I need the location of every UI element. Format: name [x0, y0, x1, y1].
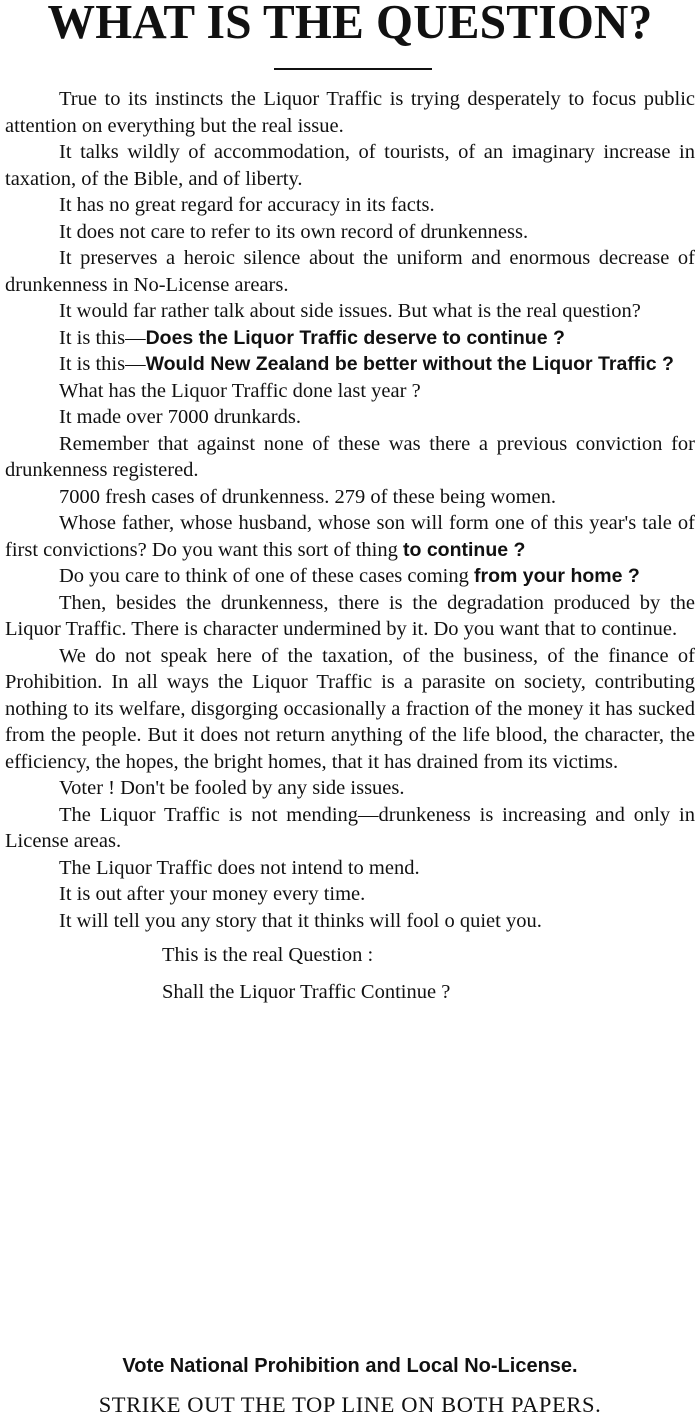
headline-rule: [274, 68, 432, 70]
strike-instruction: STRIKE OUT THE TOP LINE ON BOTH PAPERS.: [98, 1392, 602, 1417]
paragraph: The Liquor Traffic is not mending—drunkeness is increasing and only in License areas.: [5, 803, 695, 852]
paragraph: It would far rather talk about side issues. But what is the real question?: [59, 300, 641, 322]
bold-phrase: from your home ?: [474, 565, 640, 587]
paragraph: Voter ! Don't be fooled by any side issues.: [59, 777, 405, 799]
paragraph: It is out after your money every time.: [59, 883, 366, 905]
paragraph: It preserves a heroic silence about the uniform and enormous decrease of drunkenness in No-License arears.: [5, 247, 695, 296]
paragraph: It does not care to refer to its own record of drunkenness.: [59, 220, 529, 243]
paragraph: It will tell you any story that it thinks will fool o quiet you.: [59, 909, 542, 932]
paragraph: Then, besides the drunkenness, there is the degradation produced by the Liquor Traffic. There is character undermined by it. Do you want that to continue.: [5, 591, 695, 640]
article-headline: WHAT IS THE QUESTION?: [47, 0, 653, 49]
paragraph: 7000 fresh cases of drunkenness. 279 of these being women.: [59, 485, 557, 508]
paragraph: Do you care to think of one of these cases coming from your home ?: [59, 565, 640, 587]
continue-question-line: Shall the Liquor Traffic Continue ?: [162, 980, 451, 1003]
paragraph: It made over 7000 drunkards.: [59, 406, 301, 428]
vote-slogan: Vote National Prohibition and Local No-License.: [122, 1355, 578, 1377]
paragraph: True to its instincts the Liquor Traffic is trying desperately to focus public attention on everything but the real issue.: [5, 88, 695, 137]
paragraph: The Liquor Traffic does not intend to mend.: [59, 856, 420, 879]
article-body: [5, 86, 695, 1005]
paragraph: It talks wildly of accommodation, of tourists, of an imaginary increase in taxation, of the Bible, and of liberty.: [5, 141, 695, 190]
paragraph: Whose father, whose husband, whose son will form one of this year's tale of first convictions? Do you want this sort of thing to continue ?: [5, 512, 695, 561]
bold-question: Would New Zealand be better without the Liquor Traffic ?: [145, 353, 674, 375]
bold-question: Does the Liquor Traffic deserve to continue ?: [145, 326, 565, 349]
paragraph: We do not speak here of the taxation, of the business, of the finance of Prohibition. In all ways the Liquor Traffic is a parasite on society, contributing nothing to its welfare, disgorging occasionally a fraction of the money it has sucked from the people. But it does not return anything of the life blood, the character, the efficiency, the hopes, the bright homes, that it has drained from its victims.: [5, 644, 695, 773]
paragraph: It is this—Does the Liquor Traffic deserve to continue ?: [59, 326, 565, 349]
paragraph: It is this—Would New Zealand be better without the Liquor Traffic ?: [59, 353, 674, 375]
bold-phrase: to continue ?: [403, 538, 526, 561]
paragraph: Remember that against none of these was there a previous conviction for drunkenness registered.: [5, 432, 695, 481]
real-question-line: This is the real Question :: [162, 944, 374, 966]
paragraph: What has the Liquor Traffic done last year ?: [59, 379, 421, 402]
paragraph: It has no great regard for accuracy in its facts.: [59, 194, 435, 216]
